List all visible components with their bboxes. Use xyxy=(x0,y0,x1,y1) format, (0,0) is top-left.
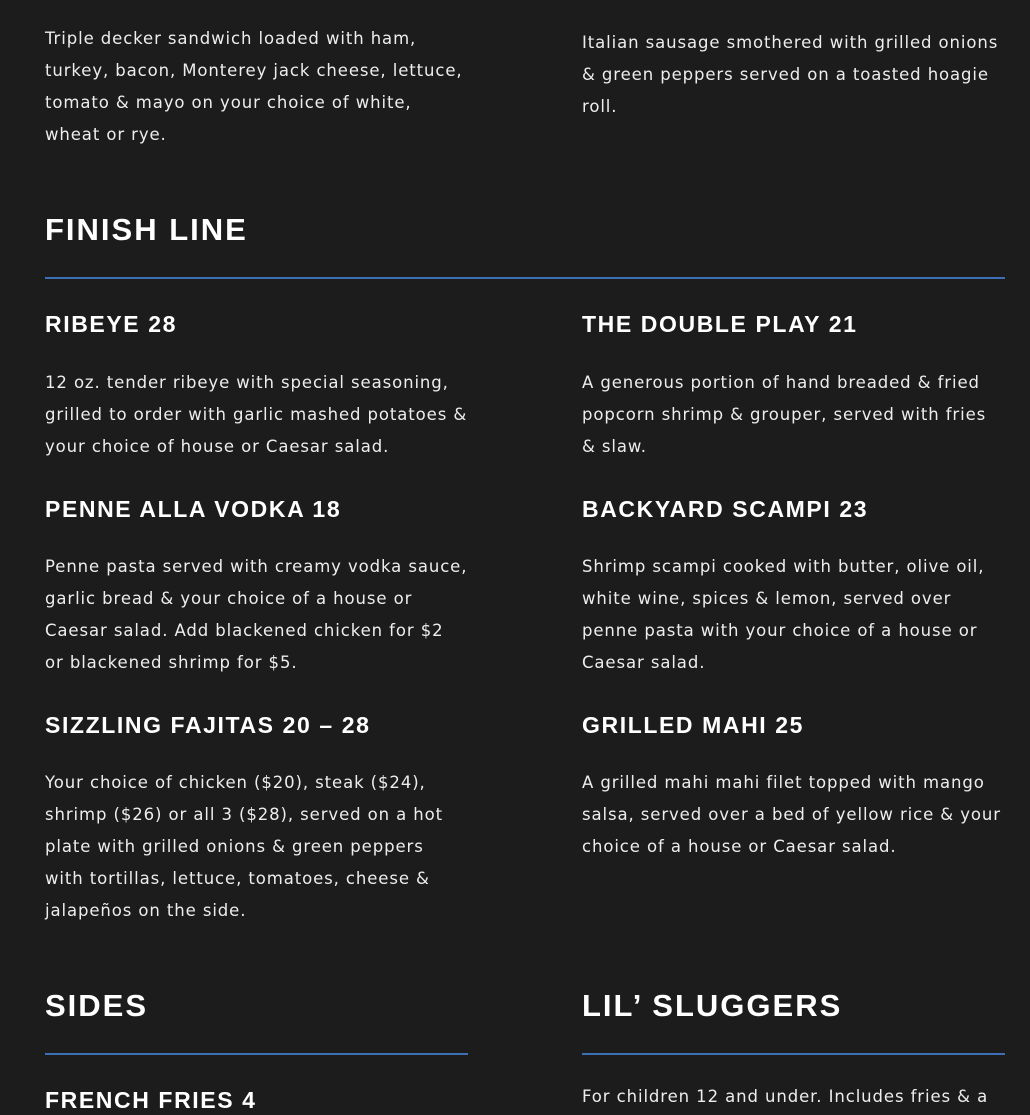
item-description-sizzling-fajitas: Your choice of chicken ($20), steak ($24), shrimp ($26) or all 3 ($28), served on a hot plate with grilled onions & green peppers with tortillas, lettuce, tomatoes, cheese & jalapeños on the side. xyxy=(45,773,444,920)
section-divider-finish-line xyxy=(45,277,1005,279)
item-description-double-play: A generous portion of hand breaded & fried popcorn shrimp & grouper, served with fries & slaw. xyxy=(582,373,987,456)
section-divider-sides xyxy=(45,1053,468,1055)
item-title-penne-alla-vodka: PENNE ALLA VODKA 18 xyxy=(45,496,342,522)
item-title-grilled-mahi: GRILLED MAHI 25 xyxy=(582,712,805,738)
item-description-ribeye: 12 oz. tender ribeye with special seasoning, grilled to order with garlic mashed potatoes & your choice of house or Caesar salad. xyxy=(45,373,468,456)
item-description-penne-alla-vodka: Penne pasta served with creamy vodka sauce, garlic bread & your choice of a house or Caesar salad. Add blackened chicken for $2 or blackened shrimp for $5. xyxy=(45,557,468,672)
item-title-french-fries: FRENCH FRIES 4 xyxy=(45,1087,257,1113)
section-divider-lil-sluggers xyxy=(582,1053,1005,1055)
item-title-sizzling-fajitas: SIZZLING FAJITAS 20 – 28 xyxy=(45,712,371,738)
item-description-grilled-mahi: A grilled mahi mahi filet topped with mango salsa, served over a bed of yellow rice & your choice of a house or Caesar salad. xyxy=(582,773,1001,856)
item-description-club-sandwich: Triple decker sandwich loaded with ham, turkey, bacon, Monterey jack cheese, lettuce, tomato & mayo on your choice of white, wheat or rye. xyxy=(45,29,463,144)
item-title-backyard-scampi: BACKYARD SCAMPI 23 xyxy=(582,496,869,522)
item-title-ribeye: RIBEYE 28 xyxy=(45,311,178,337)
item-title-double-play: THE DOUBLE PLAY 21 xyxy=(582,311,858,337)
item-description-sausage-hoagie: Italian sausage smothered with grilled onions & green peppers served on a toasted hoagie roll. xyxy=(582,33,999,116)
item-description-backyard-scampi: Shrimp scampi cooked with butter, olive oil, white wine, spices & lemon, served over penne pasta with your choice of a house or Caesar salad. xyxy=(582,557,985,672)
lil-sluggers-description: For children 12 and under. Includes fries & a xyxy=(582,1087,989,1106)
section-title-lil-sluggers: LIL’ SLUGGERS xyxy=(582,988,843,1023)
section-title-finish-line: FINISH LINE xyxy=(45,212,248,247)
section-title-sides: SIDES xyxy=(45,988,149,1023)
